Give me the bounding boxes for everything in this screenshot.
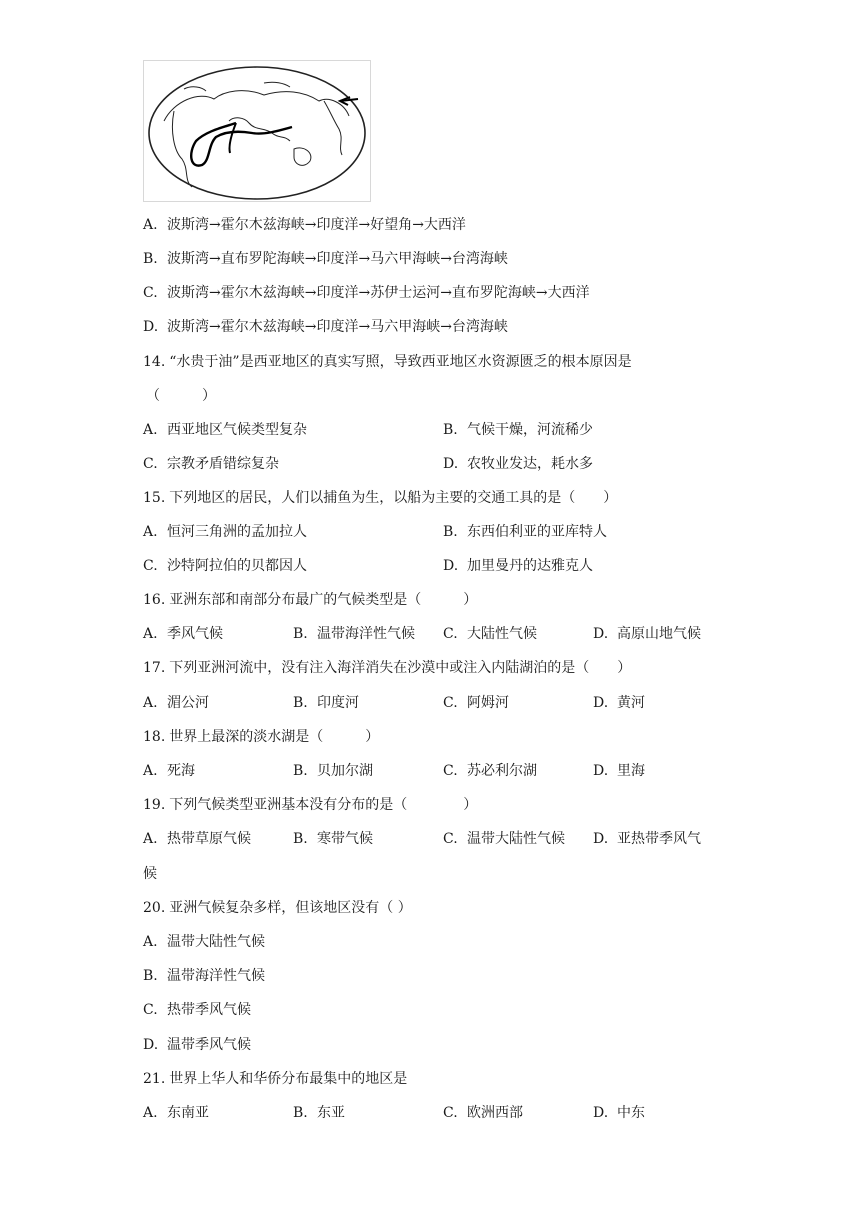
q14-option-a: A. 西亚地区气候类型复杂: [143, 422, 307, 438]
q17-option-c: C. 阿姆河: [443, 695, 509, 711]
q13-option-b: B. 波斯湾→直布罗陀海峡→印度洋→马六甲海峡→台湾海峡: [143, 251, 508, 267]
q21-option-c: C. 欧洲西部: [443, 1105, 523, 1121]
q16-option-d: D. 高原山地气候: [593, 626, 701, 642]
q21-option-d: D. 中东: [593, 1105, 645, 1121]
q19-option-a: A. 热带草原气候: [143, 831, 251, 847]
q13-option-c: C. 波斯湾→霍尔木兹海峡→印度洋→苏伊士运河→直布罗陀海峡→大西洋: [143, 285, 590, 301]
q21-stem: 21. 世界上华人和华侨分布最集中的地区是: [143, 1071, 408, 1087]
q19-option-d: D. 亚热带季风气: [593, 831, 701, 847]
q20-option-c: C. 热带季风气候: [143, 1002, 251, 1018]
q21-option-a: A. 东南亚: [143, 1105, 209, 1121]
q16-option-a: A. 季风气候: [143, 626, 223, 642]
q20-stem: 20. 亚洲气候复杂多样，但该地区没有（ ）: [143, 900, 412, 916]
q19-option-d-wrap: 候: [143, 866, 157, 882]
q15-option-d: D. 加里曼丹的达雅克人: [443, 558, 593, 574]
q17-option-a: A. 湄公河: [143, 695, 209, 711]
q17-stem: 17. 下列亚洲河流中，没有注入海洋消失在沙漠中或注入内陆湖泊的是（ ）: [143, 660, 632, 676]
q19-option-b: B. 寒带气候: [293, 831, 373, 847]
world-map-route-icon: [144, 61, 370, 201]
q18-stem: 18. 世界上最深的淡水湖是（ ）: [143, 729, 380, 745]
q16-option-b: B. 温带海洋性气候: [293, 626, 415, 642]
q19-stem: 19. 下列气候类型亚洲基本没有分布的是（ ）: [143, 797, 478, 813]
q20-option-d: D. 温带季风气候: [143, 1037, 251, 1053]
q17-option-b: B. 印度河: [293, 695, 359, 711]
q20-option-a: A. 温带大陆性气候: [143, 934, 265, 950]
q15-option-a: A. 恒河三角洲的孟加拉人: [143, 524, 307, 540]
q17-option-d: D. 黄河: [593, 695, 645, 711]
q14-option-d: D. 农牧业发达，耗水多: [443, 456, 593, 472]
q13-option-d: D. 波斯湾→霍尔木兹海峡→印度洋→马六甲海峡→台湾海峡: [143, 319, 508, 335]
q16-stem: 16. 亚洲东部和南部分布最广的气候类型是（ ）: [143, 592, 478, 608]
q13-option-a: A. 波斯湾→霍尔木兹海峡→印度洋→好望角→大西洋: [143, 217, 466, 233]
q15-option-c: C. 沙特阿拉伯的贝都因人: [143, 558, 307, 574]
q14-option-b: B. 气候干燥，河流稀少: [443, 422, 593, 438]
q16-option-c: C. 大陆性气候: [443, 626, 537, 642]
q14-stem: 14. “水贵于油”是西亚地区的真实写照，导致西亚地区水资源匮乏的根本原因是: [143, 354, 632, 370]
world-map-figure: [143, 60, 371, 202]
q21-option-b: B. 东亚: [293, 1105, 345, 1121]
q15-stem: 15. 下列地区的居民，人们以捕鱼为生，以船为主要的交通工具的是（ ）: [143, 490, 618, 506]
q18-option-d: D. 里海: [593, 763, 645, 779]
q19-option-c: C. 温带大陆性气候: [443, 831, 565, 847]
q18-option-a: A. 死海: [143, 763, 195, 779]
q14-option-c: C. 宗教矛盾错综复杂: [143, 456, 279, 472]
q14-blank: （ ）: [146, 388, 216, 404]
q18-option-c: C. 苏必利尔湖: [443, 763, 537, 779]
q15-option-b: B. 东西伯利亚的亚库特人: [443, 524, 607, 540]
q20-option-b: B. 温带海洋性气候: [143, 968, 265, 984]
q18-option-b: B. 贝加尔湖: [293, 763, 373, 779]
